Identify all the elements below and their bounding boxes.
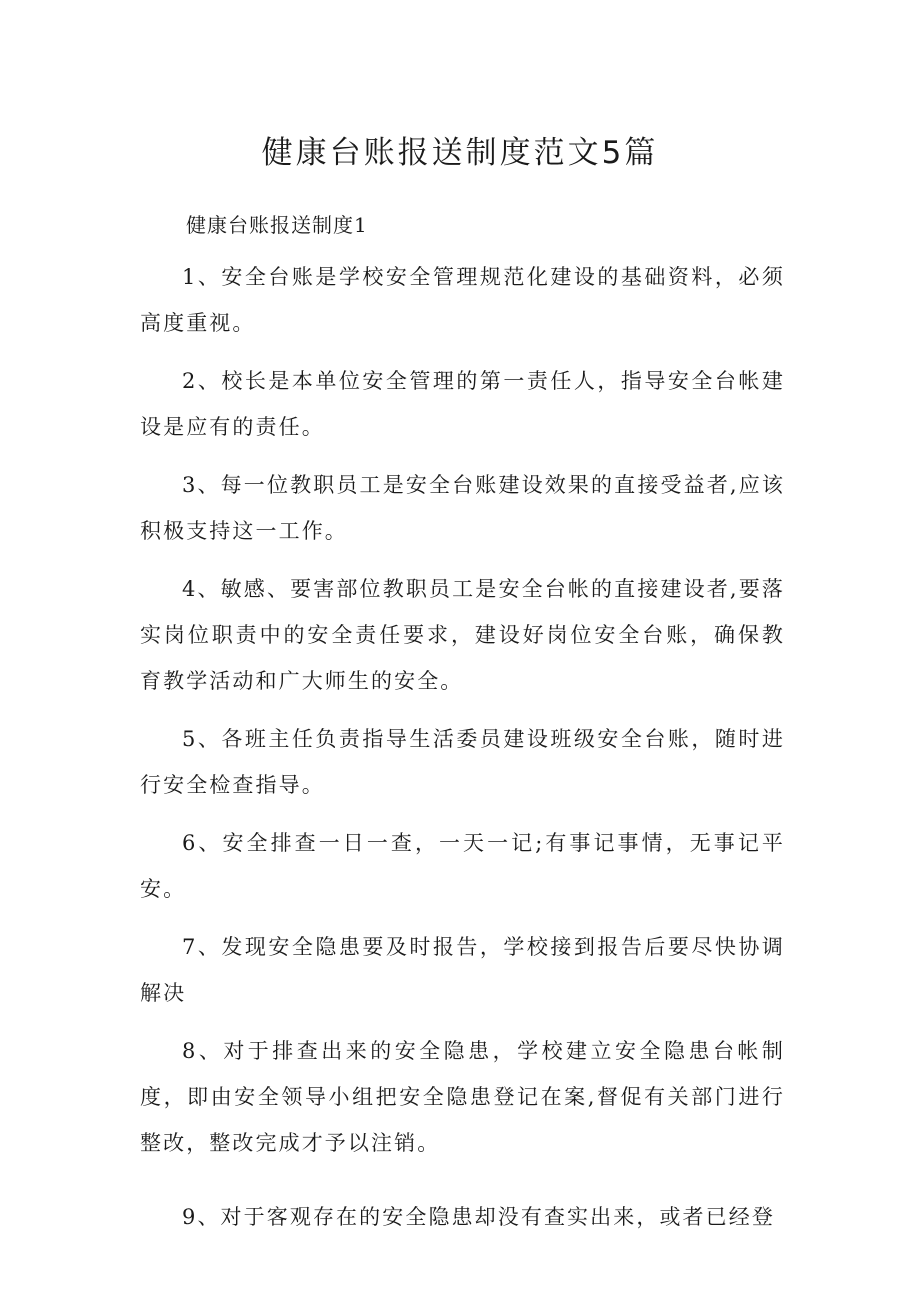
document-title: 健康台账报送制度范文5篇 xyxy=(261,134,659,171)
paragraph-7: 7、发现安全隐患要及时报告，学校接到报告后要尽快协调解决 xyxy=(140,935,785,1005)
paragraph-3: 3、每一位教职员工是安全台账建设效果的直接受益者,应该积极支持这一工作。 xyxy=(140,473,785,543)
document-body xyxy=(140,254,785,1252)
paragraph-2: 2、校长是本单位安全管理的第一责任人，指导安全台帐建设是应有的责任。 xyxy=(140,369,785,439)
paragraph-8: 8、对于排查出来的安全隐患，学校建立安全隐患台帐制度，即由安全领导小组把安全隐患登记在案,督促有关部门进行整改，整改完成才予以注销。 xyxy=(140,1039,785,1155)
paragraph-1: 1、安全台账是学校安全管理规范化建设的基础资料，必须高度重视。 xyxy=(140,265,785,335)
paragraph-5: 5、各班主任负责指导生活委员建设班级安全台账，随时进行安全检查指导。 xyxy=(140,727,785,797)
paragraph-4: 4、敏感、要害部位教职员工是安全台帐的直接建设者,要落实岗位职责中的安全责任要求，建设好岗位安全台账，确保教育教学活动和广大师生的安全。 xyxy=(140,577,785,693)
paragraph-6: 6、安全排查一日一查，一天一记;有事记事情，无事记平安。 xyxy=(140,831,785,901)
paragraph-9: 9、对于客观存在的安全隐患却没有查实出来，或者已经登 xyxy=(182,1205,775,1229)
section-heading: 健康台账报送制度1 xyxy=(186,213,368,237)
